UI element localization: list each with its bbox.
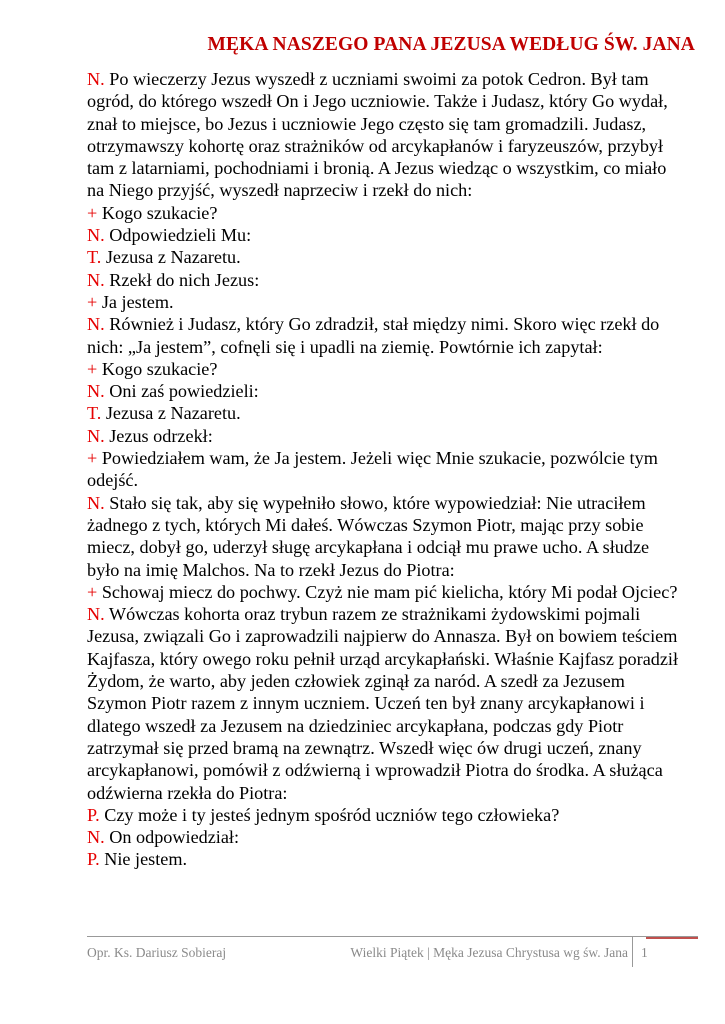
paragraph <box>87 826 685 848</box>
speaker-label: N. <box>87 269 105 290</box>
paragraph-text: Czy może i ty jesteś jednym spośród uczniów tego człowieka? <box>99 804 560 825</box>
paragraph-text: Również i Judasz, który Go zdradził, stał między nimi. Skoro więc rzekł do nich: „Ja jestem”, cofnęli się i upadli na ziemię. Powtórnie ich zapytał: <box>87 314 660 357</box>
speaker-label: + <box>87 448 98 469</box>
paragraph-text: Rzekł do nich Jezus: <box>104 269 260 290</box>
page-title: MĘKA NASZEGO PANA JEZUSA WEDŁUG ŚW. JANA <box>207 34 695 55</box>
paragraph <box>87 492 685 581</box>
paragraph <box>87 68 685 202</box>
passion-text <box>87 68 685 871</box>
paragraph-text: On odpowiedział: <box>104 827 240 848</box>
paragraph-text: Jezusa z Nazaretu. <box>101 247 241 268</box>
page-footer <box>87 936 698 967</box>
speaker-label: + <box>87 581 98 602</box>
paragraph <box>87 313 685 358</box>
speaker-label: N. <box>87 314 105 335</box>
paragraph-text: Po wieczerzy Jezus wyszedł z uczniami swoimi za potok Cedron. Był tam ogród, do którego wszedł On i Jego uczniowie. Także i Judasz, który Go wydał, znał to miejsce, bo Jezus i uczniowie Jego często się tam gromadzili. Judasz, otrzymawszy kohortę oraz strażników od arcykapłanów i faryzeuszów, przybył tam z latarniami, pochodniami i bronią. A Jezus wiedząc o wszystkim, co miało na Niego przyjść, wyszedł naprzeciw i rzekł do nich: <box>87 69 668 201</box>
paragraph <box>87 246 685 268</box>
footer-running-title: Wielki Piątek | Męka Jezusa Chrystusa wg św. Jana <box>350 945 628 960</box>
paragraph-text: Jezusa z Nazaretu. <box>101 403 241 424</box>
speaker-label: N. <box>87 425 105 446</box>
speaker-label: N. <box>87 604 105 625</box>
paragraph <box>87 224 685 246</box>
paragraph <box>87 269 685 291</box>
speaker-label: + <box>87 291 98 312</box>
paragraph-text: Wówczas kohorta oraz trybun razem ze strażnikami żydowskimi pojmali Jezusa, związali Go i zaprowadzili najpierw do Annasza. Był on bowiem teściem Kajfasza, który owego roku pełnił urząd arcykapłański. Właśnie Kajfasz poradził Żydom, że warto, aby jeden człowiek zginął za naród. A szedł za Jezusem Szymon Piotr razem z innym uczniem. Uczeń ten był znany arcykapłanowi i dlatego wszedł za Jezusem na dziedziniec arcykapłana, podczas gdy Piotr zatrzymał się przed bramą na zewnątrz. Wszedł więc ów drugi uczeń, znany arcykapłanowi, pomówił z odźwierną i wprowadził Piotra do środka. A służąca odźwierna rzekła do Piotra: <box>87 604 679 803</box>
paragraph <box>87 848 685 870</box>
footer-author: Opr. Ks. Dariusz Sobieraj <box>87 945 227 960</box>
paragraph-text: Stało się tak, aby się wypełniło słowo, które wypowiedział: Nie utraciłem żadnego z tych, których Mi dałeś. Wówczas Szymon Piotr, mając przy sobie miecz, dobył go, uderzył sługę arcykapłana i odciął mu prawe ucho. A słudze było na imię Malchos. Na to rzekł Jezus do Piotra: <box>87 492 650 580</box>
speaker-label: + <box>87 358 98 379</box>
paragraph-text: Jezus odrzekł: <box>104 425 213 446</box>
paragraph <box>87 358 685 380</box>
paragraph-text: Schowaj miecz do pochwy. Czyż nie mam pić kielicha, który Mi podał Ojciec? <box>97 581 678 602</box>
paragraph-text: Odpowiedzieli Mu: <box>104 225 252 246</box>
speaker-label: N. <box>87 225 105 246</box>
page-number: 1 <box>641 945 648 960</box>
paragraph-text: Powiedziałem wam, że Ja jestem. Jeżeli więc Mnie szukacie, pozwólcie tym odejść. <box>87 448 658 491</box>
speaker-label: + <box>87 202 98 223</box>
paragraph <box>87 402 685 424</box>
paragraph <box>87 447 685 492</box>
paragraph <box>87 581 685 603</box>
paragraph-text: Kogo szukacie? <box>97 358 218 379</box>
paragraph <box>87 804 685 826</box>
speaker-label: N. <box>87 381 105 402</box>
paragraph <box>87 380 685 402</box>
paragraph <box>87 202 685 224</box>
paragraph <box>87 425 685 447</box>
speaker-label: N. <box>87 492 105 513</box>
paragraph-text: Ja jestem. <box>97 291 174 312</box>
speaker-label: T. <box>87 403 102 424</box>
paragraph-text: Kogo szukacie? <box>97 202 218 223</box>
paragraph <box>87 291 685 313</box>
paragraph-text: Nie jestem. <box>99 849 188 870</box>
speaker-label: N. <box>87 69 105 89</box>
speaker-label: P. <box>87 804 100 825</box>
paragraph <box>87 603 685 804</box>
speaker-label: N. <box>87 827 105 848</box>
speaker-label: P. <box>87 849 100 870</box>
speaker-label: T. <box>87 247 102 268</box>
page-number-box <box>632 937 698 967</box>
paragraph-text: Oni zaś powiedzieli: <box>104 381 259 402</box>
